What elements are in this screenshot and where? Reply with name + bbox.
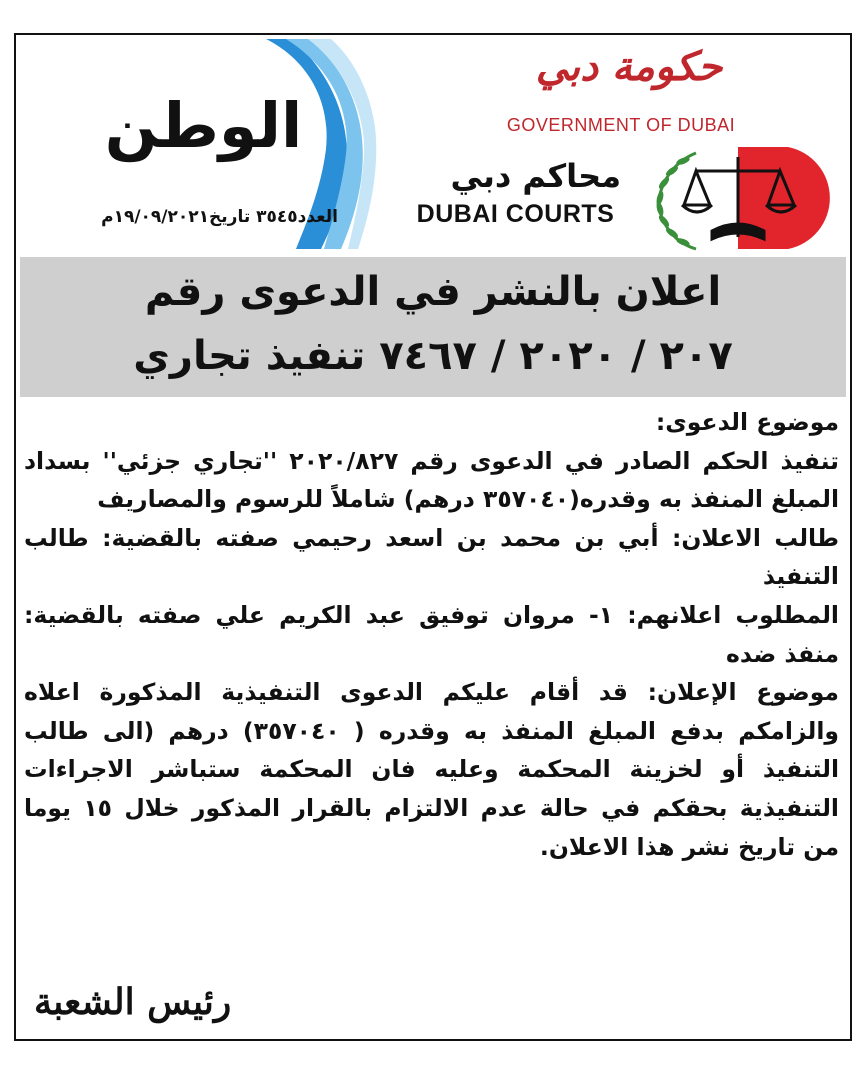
signature-title: رئيس الشعبة (34, 981, 232, 1023)
notice-header (16, 35, 850, 257)
newspaper-name: الوطن (104, 89, 303, 162)
courts-name-en: DUBAI COURTS (416, 200, 615, 228)
issue-date: العدد٣٥٤٥ تاريخ١٩/٠٩/٢٠٢١م (101, 207, 338, 227)
notice-subject-text: تنفيذ الحكم الصادر في الدعوى رقم ٢٠٢٠/٨٢٧ ''تجاري جزئي'' بسداد المبلغ المنفذ به وقدره(٣٥٧٠٤٠ درهم) شاملاً للرسوم والمصاريف (24, 446, 839, 514)
notice-announcement: موضوع الإعلان: قد أقام عليكم الدعوى التنفيذية المذكورة اعلاه والزامكم بدفع المبلغ المنفذ به وقدره ( ٣٥٧٠٤٠) درهم (الى طالب التنفيذ أو لخزينة المحكمة وعليه فان المحكمة ستباشر الاجراءات التنفيذية بحقكم في حالة عدم الالتزام بالقرار المذكور خلال ١٥ يوما من تاريخ نشر هذا الاعلان. (24, 678, 839, 861)
government-name-ar: حكومة دبي (535, 43, 723, 90)
notice-title-line1: اعلان بالنشر في الدعوى رقم (144, 269, 722, 315)
government-name-en: GOVERNMENT OF DUBAI (506, 115, 736, 135)
notice-body (24, 403, 839, 866)
notice-respondent: المطلوب اعلانهم: ١- مروان توفيق عبد الكريم علي صفته بالقضية: منفذ ضده (24, 600, 839, 668)
courts-name-ar: محاكم دبي (450, 157, 621, 195)
notice-requester: طالب الاعلان: أبي بن محمد بن اسعد رحيمي صفته بالقضية: طالب التنفيذ (24, 523, 839, 591)
notice-title-box (20, 257, 846, 397)
notice-title-line2: ٢٠٧ / ٢٠٢٠ / ٧٤٦٧ تنفيذ تجاري (133, 333, 733, 379)
dubai-courts-emblem (638, 143, 843, 253)
notice-subject-heading: موضوع الدعوى: (655, 408, 839, 436)
notice-frame (14, 33, 852, 1041)
